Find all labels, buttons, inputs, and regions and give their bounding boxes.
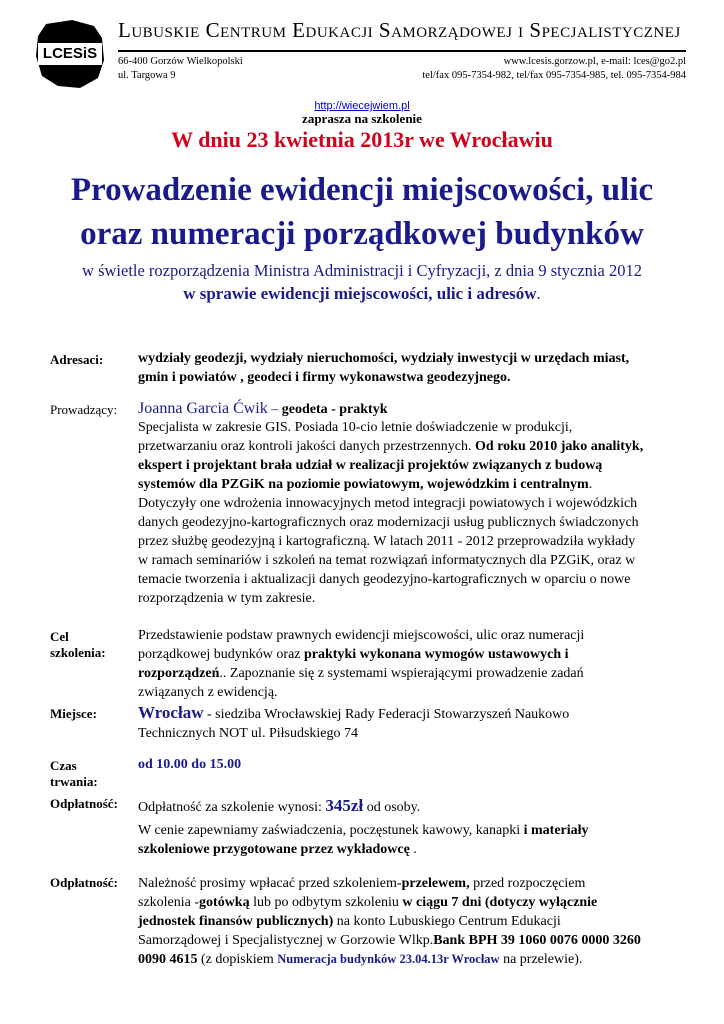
logo bbox=[32, 16, 108, 92]
odplatnosc-1-line-1 bbox=[138, 796, 589, 817]
miejsce-line-2: Technicznych NOT ul. Piłsudskiego 74 bbox=[138, 726, 359, 741]
price: 345zł bbox=[325, 796, 364, 815]
odplatnosc-label-1: Odpłatność: bbox=[50, 796, 118, 811]
odplatnosc-2-line-5d: na przelewie). bbox=[499, 952, 583, 967]
prowadzacy-label: Prowadzący: bbox=[50, 402, 118, 417]
odplatnosc-2-line-1 bbox=[138, 874, 641, 893]
odplatnosc-2-line-4b: Bank BPH 39 1060 0076 0000 3260 bbox=[433, 933, 641, 948]
prowadzacy-line-4 bbox=[138, 475, 643, 494]
cel-line-2a: porządkowej budynków oraz bbox=[138, 647, 305, 662]
web-email: www.lcesis.gorzow.pl, e-mail: lces@go2.pl bbox=[503, 56, 686, 67]
address-street: ul. Targowa 9 bbox=[118, 70, 176, 81]
prowadzacy-line-3: ekspert i projektant brała udział w realizacji projektów związanych z budową bbox=[138, 458, 603, 473]
lecturer-dash: – bbox=[267, 402, 282, 417]
subtitle-line-2 bbox=[0, 284, 724, 304]
odplatnosc-1-line-3 bbox=[138, 840, 589, 859]
odplatnosc-2-line-2c: lub po odbytym szkoleniu bbox=[249, 895, 403, 910]
odplatnosc-2-line-1c: przed rozpoczęciem bbox=[469, 876, 586, 891]
odplatnosc-2-line-5b: (z dopiskiem bbox=[197, 952, 278, 967]
czas-label-1: Czas bbox=[50, 758, 77, 773]
odplatnosc-1-line-1a: Odpłatność za szkolenie wynosi: bbox=[138, 800, 326, 815]
odplatnosc-label-2: Odpłatność: bbox=[50, 875, 118, 890]
odplatnosc-2-line-4 bbox=[138, 931, 641, 950]
cel-paragraph bbox=[138, 626, 584, 702]
adresaci-line-1: wydziały geodezji, wydziały nieruchomości, wydziały inwestycji w urzędach miast, bbox=[138, 351, 630, 366]
odplatnosc-1-line-2a: W cenie zapewniamy zaświadczenia, poczęstunek kawowy, kanapki bbox=[138, 823, 524, 838]
header-rule bbox=[118, 50, 686, 52]
website-link[interactable]: http://wiecejwiem.pl bbox=[314, 100, 410, 112]
title-line-1: Prowadzenie ewidencji miejscowości, ulic bbox=[70, 172, 654, 208]
odplatnosc-2-line-4a: Samorządowej i Specjalistycznej w Gorzowie Wlkp. bbox=[138, 933, 434, 948]
odplatnosc-1-line-3b: . bbox=[409, 842, 417, 857]
prowadzacy-line-4b: . bbox=[588, 477, 593, 492]
prowadzacy-line-10: rozporządzenia w tym zakresie. bbox=[138, 591, 316, 606]
date-line: W dniu 23 kwietnia 2013r we Wrocławiu bbox=[171, 127, 553, 152]
odplatnosc-2-line-2 bbox=[138, 893, 641, 912]
odplatnosc-1-line-2 bbox=[138, 821, 589, 840]
miejsce-line-1-text: - siedziba Wrocławskiej Rady Federacji Stowarzyszeń Naukowo bbox=[203, 707, 570, 722]
address-city: 66-400 Gorzów Wielkopolski bbox=[118, 56, 243, 67]
cel-line-2b: praktyki wykonana wymogów ustawowych i bbox=[304, 647, 569, 662]
odplatnosc-1-line-3a: szkoleniowe przygotowane przez wykładowcę bbox=[138, 842, 410, 857]
lecturer-role: geodeta - praktyk bbox=[281, 402, 388, 417]
phones: tel/fax 095-7354-982, tel/fax 095-7354-985, tel. 095-7354-984 bbox=[422, 70, 686, 81]
odplatnosc-2-line-2b: gotówką bbox=[199, 895, 250, 910]
cel-label-1: Cel bbox=[50, 629, 69, 644]
org-name: Lubuskie Centrum Edukacji Samorządowej i Specjalistycznej bbox=[118, 18, 681, 42]
lecturer-name: Joanna Garcia Ćwik bbox=[138, 400, 268, 417]
subtitle-line-2-text: w sprawie ewidencji miejscowości, ulic i adresów bbox=[183, 284, 537, 303]
odplatnosc-2-line-1b: przelewem, bbox=[401, 876, 470, 891]
payment-reference: Numeracja budynków 23.04.13r Wrocław bbox=[277, 952, 500, 966]
miejsce-line-1 bbox=[138, 703, 569, 724]
adresaci-line-2: gmin i powiatów , geodeci i firmy wykonawstwa geodezyjnego. bbox=[138, 370, 511, 385]
cel-line-1: Przedstawienie podstaw prawnych ewidencji miejscowości, ulic oraz numeracji bbox=[138, 628, 585, 643]
odplatnosc-2-line-5 bbox=[138, 950, 641, 969]
czas-value: od 10.00 do 15.00 bbox=[138, 757, 242, 772]
cel-line-3 bbox=[138, 664, 584, 683]
odplatnosc-2-line-5a: 0090 4615 bbox=[138, 952, 198, 967]
odplatnosc-2-line-3 bbox=[138, 912, 641, 931]
prowadzacy-line-2 bbox=[138, 437, 643, 456]
cel-line-2 bbox=[138, 645, 584, 664]
cel-line-4: związanych z ewidencją. bbox=[138, 685, 278, 700]
adresaci-label: Adresaci: bbox=[50, 352, 104, 367]
odplatnosc-2-line-2a: szkolenia - bbox=[138, 895, 200, 910]
invite-text: zaprasza na szkolenie bbox=[302, 111, 422, 126]
odplatnosc-2-line-1a: Należność prosimy wpłacać przed szkoleniem- bbox=[138, 876, 402, 891]
miejsce-label: Miejsce: bbox=[50, 706, 97, 721]
prowadzacy-line-6: danych geodezyjno-kartograficznych oraz modernizacji usług publicznych świadczonych bbox=[138, 515, 639, 530]
prowadzacy-line-5: Dotyczyły one wdrożenia innowacyjnych metod integracji powiatowych i wojewódzkich bbox=[138, 496, 638, 511]
odplatnosc-1-line-2b: i materiały bbox=[523, 823, 589, 838]
prowadzacy-line-7: przez służbę geodezyjną i kartograficzną. W latach 2011 - 2012 przeprowadziła wykłady bbox=[138, 534, 636, 549]
odplatnosc-1-line-1b: od osoby. bbox=[363, 800, 421, 815]
prowadzacy-line-2a: przetwarzaniu oraz kontroli jakości danych przestrzennych. bbox=[138, 439, 476, 454]
subtitle-line-1: w świetle rozporządzenia Ministra Administracji i Cyfryzacji, z dnia 9 stycznia 2012 bbox=[82, 261, 642, 280]
prowadzacy-paragraph bbox=[138, 418, 643, 608]
cel-line-3b: .. Zapoznanie się z systemami wspierającymi prowadzenie zadań bbox=[219, 666, 584, 681]
miejsce-city: Wrocław bbox=[138, 703, 204, 722]
odplatnosc-2-line-2d: w ciągu 7 dni (dotyczy wyłącznie bbox=[402, 895, 598, 910]
lecturer-line bbox=[138, 399, 388, 419]
prowadzacy-line-8: w ramach seminariów i szkoleń na temat rozwiązań informatycznych dla PZGiK, oraz w bbox=[138, 553, 636, 568]
prowadzacy-line-1: Specjalista w zakresie GIS. Posiada 10-cio letnie doświadczenie w produkcji, bbox=[138, 420, 573, 435]
title-line-2: oraz numeracji porządkowej budynków bbox=[80, 216, 644, 252]
prowadzacy-line-2b: Od roku 2010 jako analityk, bbox=[475, 439, 644, 454]
cel-line-3a: rozporządzeń bbox=[138, 666, 220, 681]
odplatnosc-2-line-3b: na konto Lubuskiego Centrum Edukacji bbox=[333, 914, 561, 929]
odplatnosc-1-paragraph bbox=[138, 796, 589, 859]
odplatnosc-2-line-3a: jednostek finansów publicznych) bbox=[138, 914, 334, 929]
czas-label-2: trwania: bbox=[50, 774, 98, 789]
miejsce-paragraph bbox=[138, 703, 569, 743]
odplatnosc-2-paragraph bbox=[138, 874, 641, 969]
subtitle-line-2-end: . bbox=[536, 284, 541, 303]
prowadzacy-line-9: temacie tworzenia i aktualizacji danych geodezyjno-kartograficznych w oparciu o nowe bbox=[138, 572, 631, 587]
logo-text: LCESiS bbox=[42, 45, 98, 62]
cel-label-2: szkolenia: bbox=[50, 645, 106, 660]
prowadzacy-line-4a: systemów dla PZGiK na poziomie powiatowym, wojewódzkim i centralnym bbox=[138, 477, 589, 492]
